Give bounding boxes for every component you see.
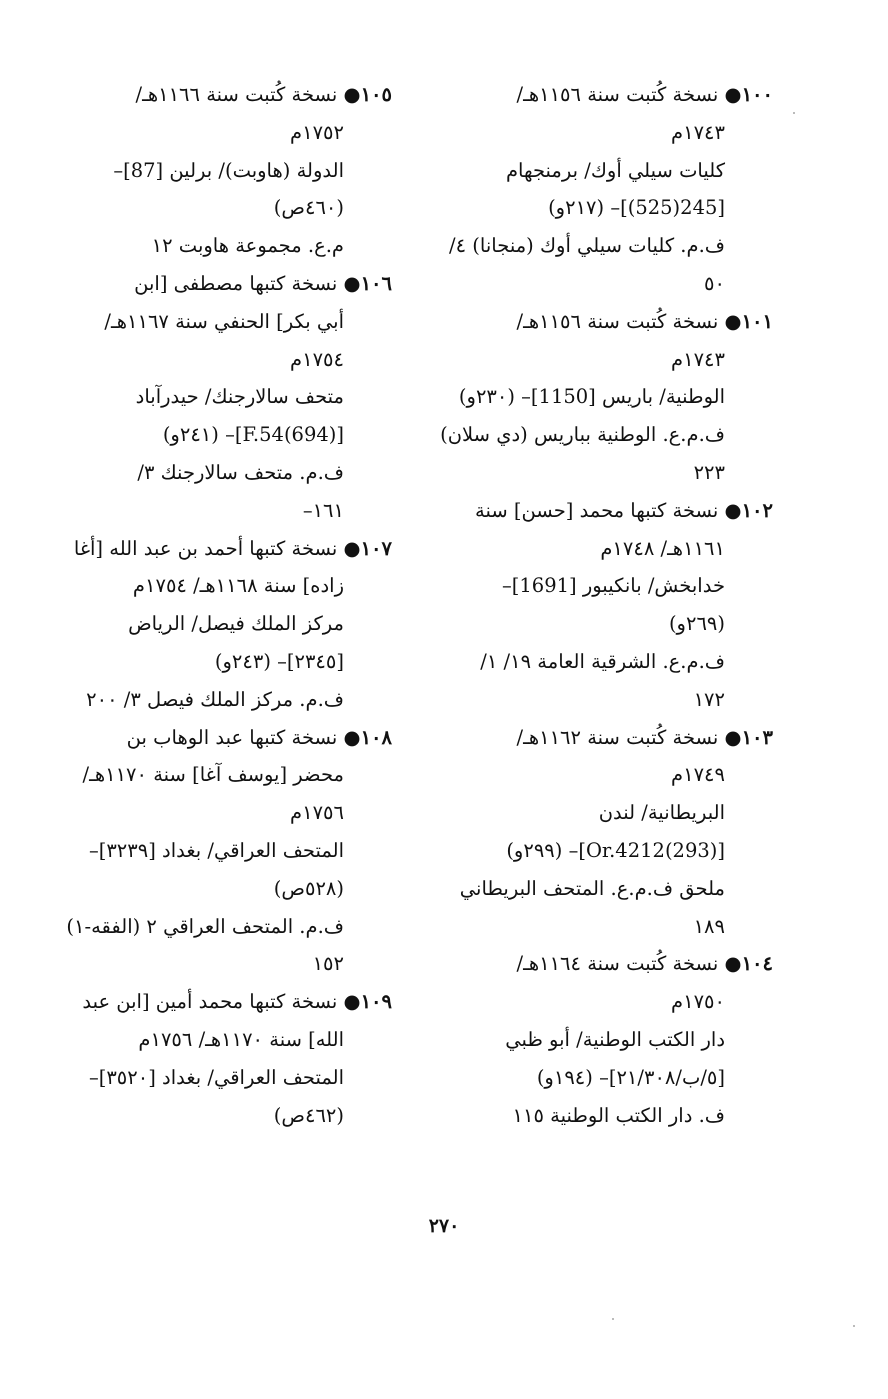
catalog-entry: [438, 492, 773, 719]
entry-line: ف.م.ع. الشرقية العامة ١٩/ ١/: [480, 649, 725, 673]
entry-line: خدابخش/ بانكيبور [1691]–: [502, 574, 725, 598]
entry-line: دار الكتب الوطنية/ أبو ظبي: [505, 1027, 725, 1051]
entry-line: ١٧٤٣م: [671, 120, 725, 144]
entry-number: ١٠٩: [360, 990, 392, 1014]
entry-line: ١٧٥٠م: [671, 990, 725, 1014]
entry-heading: [438, 945, 773, 983]
entry-line: ١٧٤٩م: [671, 763, 725, 787]
entry-line: ف. دار الكتب الوطنية ١١٥: [512, 1103, 725, 1127]
catalog-entry: [50, 76, 392, 265]
entry-heading: [50, 983, 392, 1021]
entry-number: ١٠٢: [741, 498, 773, 522]
entry-line: م.ع. مجموعة هاوبت ١٢: [151, 234, 344, 258]
entry-line: زاده] سنة ١١٦٨هـ/ ١٧٥٤م: [132, 574, 344, 598]
entry-line: ١٧٢: [693, 687, 725, 711]
entry-line: (٤٦٠ص): [273, 196, 344, 220]
entry-line: ١٧٥٢م: [290, 120, 344, 144]
entry-heading-text: ● نسخة كتبها عبد الوهاب بن: [126, 725, 361, 749]
entry-line: البريطانية/ لندن: [598, 801, 725, 825]
entry-number: ١٠٦: [360, 271, 392, 295]
entry-line: [٥/ب/٢١/٣٠٨]– (١٩٤و): [536, 1065, 725, 1089]
entry-heading: [50, 530, 392, 568]
entry-heading-text: ● نسخة كُتبت سنة ١١٦٤هـ/: [516, 952, 742, 976]
entry-line: [٢٣٤٥]– (٢٤٣و): [214, 649, 344, 673]
entry-line: [245(525)]– (٢١٧و): [548, 196, 725, 220]
entry-line: متحف سالارجنك/ حيدرآباد: [135, 385, 344, 409]
entry-line: ١٧٥٤م: [290, 347, 344, 371]
entry-line: المتحف العراقي/ بغداد [٣٥٢٠]–: [88, 1065, 344, 1089]
entry-line: الدولة (هاوبت)/ برلين [87]–: [113, 158, 344, 182]
catalog-entry: [50, 530, 392, 719]
entry-heading: [438, 76, 773, 114]
entry-heading: [438, 303, 773, 341]
entry-heading: [438, 719, 773, 757]
scan-speck: [612, 1318, 614, 1320]
entry-number: ١٠٨: [360, 725, 392, 749]
entry-heading-text: ● نسخة كُتبت سنة ١١٥٦هـ/: [516, 83, 742, 106]
page-number: ٢٧٠: [428, 1215, 460, 1237]
entry-line: ١٧٥٦م: [290, 801, 344, 825]
catalog-entry: [50, 983, 392, 1134]
entry-line: الوطنية/ باريس [1150]– (٢٣٠و): [458, 385, 725, 409]
catalog-entry: [50, 719, 392, 984]
entry-line: [F.54(694)]– (٢٤١و): [162, 423, 344, 447]
entry-line: [(293)Or.4212]– (٢٩٩و): [506, 838, 725, 862]
entry-line: ف.م.ع. الوطنية بباريس (دي سلان): [440, 423, 725, 447]
entry-line: محضر [يوسف آغا] سنة ١١٧٠هـ/: [82, 763, 344, 787]
entry-number: ١٠١: [741, 309, 773, 333]
entry-heading-text: ● نسخة كُتبت سنة ١١٥٦هـ/: [516, 309, 742, 333]
entry-line: (٢٦٩و): [668, 612, 725, 636]
entry-line: (٤٦٢ص): [273, 1103, 344, 1127]
entry-line: أبي بكر] الحنفي سنة ١١٦٧هـ/: [104, 309, 344, 333]
entry-line: ٢٢٣: [693, 460, 725, 484]
entry-line: (٥٢٨ص): [273, 876, 344, 900]
entry-line: ١١٦١هـ/ ١٧٤٨م: [600, 536, 725, 560]
entry-number: ١٠٣: [741, 725, 773, 749]
entry-line: الله] سنة ١١٧٠هـ/ ١٧٥٦م: [138, 1027, 344, 1051]
entry-line: ١٨٩: [693, 914, 725, 938]
scan-speck: [793, 112, 795, 114]
entry-line: ف.م. متحف سالارجنك ٣/: [137, 460, 344, 484]
entry-heading-text: ● نسخة كتبها محمد [حسن] سنة: [474, 498, 742, 522]
entry-line: ١٦١–: [302, 498, 344, 522]
entry-heading: [50, 719, 392, 757]
entry-line: كليات سيلي أوك/ برمنجهام: [505, 158, 725, 182]
entry-heading-text: ● نسخة كُتبت سنة ١١٦٢هـ/: [516, 725, 742, 749]
entry-heading: [50, 76, 392, 114]
entry-heading: [438, 492, 773, 530]
catalog-entry: [438, 76, 773, 303]
entry-line: ملحق ف.م.ع. المتحف البريطاني: [459, 876, 725, 900]
entry-line: المتحف العراقي/ بغداد [٣٢٣٩]–: [88, 838, 344, 862]
entry-line: ٥٠: [704, 271, 725, 295]
entry-number: ١٠٧: [360, 536, 392, 560]
entry-line: ف.م. كليات سيلي أوك (منجانا) ٤/: [449, 234, 725, 258]
entry-heading-text: ● نسخة كُتبت سنة ١١٦٦هـ/: [135, 83, 361, 106]
catalog-entry: [438, 719, 773, 946]
entry-line: ف.م. مركز الملك فيصل ٣/ ٢٠٠: [86, 687, 344, 711]
right-column: [438, 76, 773, 1134]
entry-heading-text: ● نسخة كتبها محمد أمين [ابن عبد: [82, 990, 361, 1014]
entry-number: ١٠٤: [741, 952, 773, 976]
catalog-entry: [438, 303, 773, 492]
scan-speck: [853, 1325, 855, 1327]
entry-heading-text: ● نسخة كتبها أحمد بن عبد الله [أغا: [73, 536, 361, 560]
entry-line: ١٥٢: [312, 952, 344, 976]
catalog-entry: [50, 265, 392, 530]
entry-number: ١٠٥: [360, 83, 392, 106]
entry-heading: [50, 265, 392, 303]
entry-line: مركز الملك فيصل/ الرياض: [128, 612, 344, 636]
left-column: [50, 76, 392, 1134]
entry-heading-text: ● نسخة كتبها مصطفى [ابن: [134, 271, 361, 295]
entry-line: ف.م. المتحف العراقي ٢ (الفقه-١): [66, 914, 344, 938]
entry-number: ١٠٠: [741, 83, 773, 106]
entry-line: ١٧٤٣م: [671, 347, 725, 371]
catalog-entry: [438, 945, 773, 1134]
